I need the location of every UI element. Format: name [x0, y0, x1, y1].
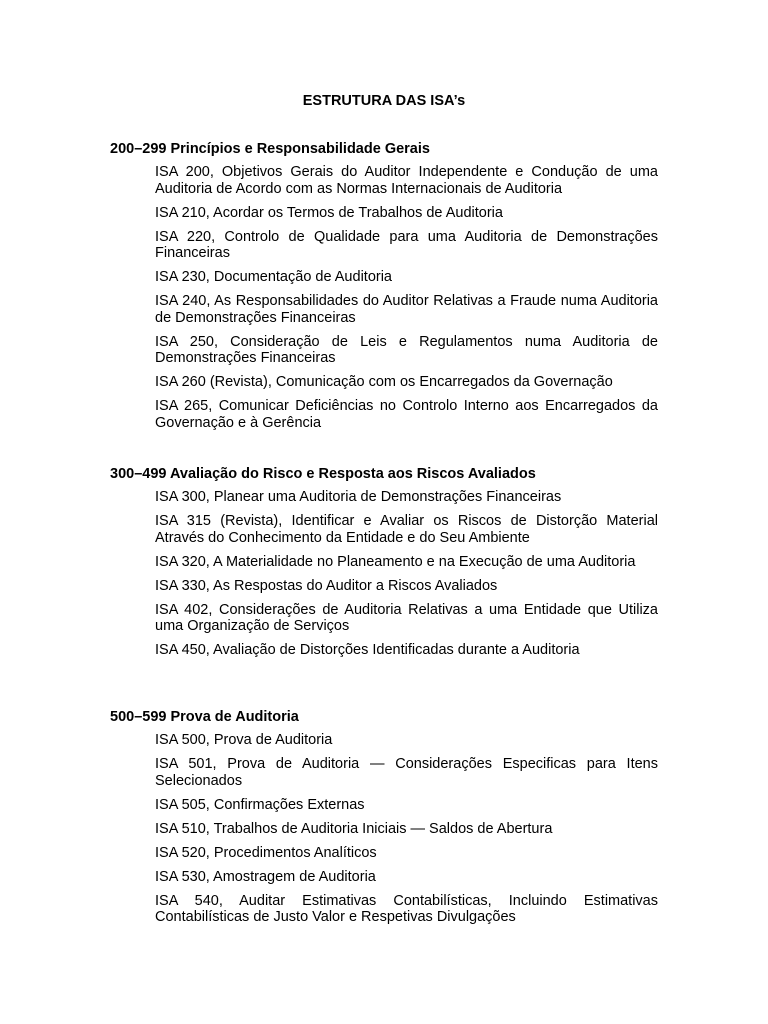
list-item: ISA 230, Documentação de Auditoria [155, 269, 392, 285]
list-item: ISA 200, Objetivos Gerais do Auditor Independente e Condução de uma Auditoria de Acordo com as Normas Internacionais de Auditoria [155, 164, 658, 197]
section-principles [110, 141, 658, 439]
list-item: ISA 450, Avaliação de Distorções Identificadas durante a Auditoria [155, 642, 580, 658]
section-heading: 500–599 Prova de Auditoria [110, 709, 299, 725]
standards-list [110, 164, 658, 431]
list-item: ISA 220, Controlo de Qualidade para uma Auditoria de Demonstrações Financeiras [155, 228, 658, 261]
list-item: ISA 210, Acordar os Termos de Trabalhos de Auditoria [155, 204, 503, 221]
list-item: ISA 260 (Revista), Comunicação com os Encarregados da Governação [155, 374, 613, 390]
list-item: ISA 505, Confirmações Externas [155, 796, 365, 813]
list-item: ISA 265, Comunicar Deficiências no Controlo Interno aos Encarregados da Governação e à Gerência [155, 398, 658, 431]
list-item: ISA 240, As Responsabilidades do Auditor Relativas a Fraude numa Auditoria de Demonstrações Financeiras [155, 293, 658, 326]
list-item: ISA 520, Procedimentos Analíticos [155, 844, 377, 861]
list-item: ISA 402, Considerações de Auditoria Relativas a uma Entidade que Utiliza uma Organização de Serviços [155, 601, 658, 634]
list-item: ISA 510, Trabalhos de Auditoria Iniciais — Saldos de Abertura [155, 820, 553, 837]
list-item: ISA 500, Prova de Auditoria [155, 732, 333, 748]
list-item: ISA 320, A Materialidade no Planeamento e na Execução de uma Auditoria [155, 553, 636, 570]
document-title: ESTRUTURA DAS ISA’s [302, 93, 466, 109]
section-heading: 200–299 Princípios e Responsabilidade Gerais [110, 141, 430, 157]
standards-list [110, 732, 658, 926]
list-item: ISA 300, Planear uma Auditoria de Demonstrações Financeiras [155, 489, 562, 505]
list-item: ISA 250, Consideração de Leis e Regulamentos numa Auditoria de Demonstrações Financeiras [155, 333, 658, 366]
section-risk-assessment [110, 466, 658, 666]
list-item: ISA 540, Auditar Estimativas Contabilísticas, Incluindo Estimativas Contabilísticas de Justo Valor e Respetivas Divulgações [155, 892, 658, 925]
section-heading: 300–499 Avaliação do Risco e Resposta aos Riscos Avaliados [110, 466, 536, 482]
list-item: ISA 501, Prova de Auditoria — Considerações Especificas para Itens Selecionados [155, 756, 658, 789]
list-item: ISA 315 (Revista), Identificar e Avaliar os Riscos de Distorção Material Através do Conhecimento da Entidade e do Seu Ambiente [155, 513, 658, 546]
list-item: ISA 530, Amostragem de Auditoria [155, 868, 376, 885]
section-audit-evidence [110, 709, 658, 933]
list-item: ISA 330, As Respostas do Auditor a Riscos Avaliados [155, 577, 498, 594]
standards-list [110, 489, 658, 659]
